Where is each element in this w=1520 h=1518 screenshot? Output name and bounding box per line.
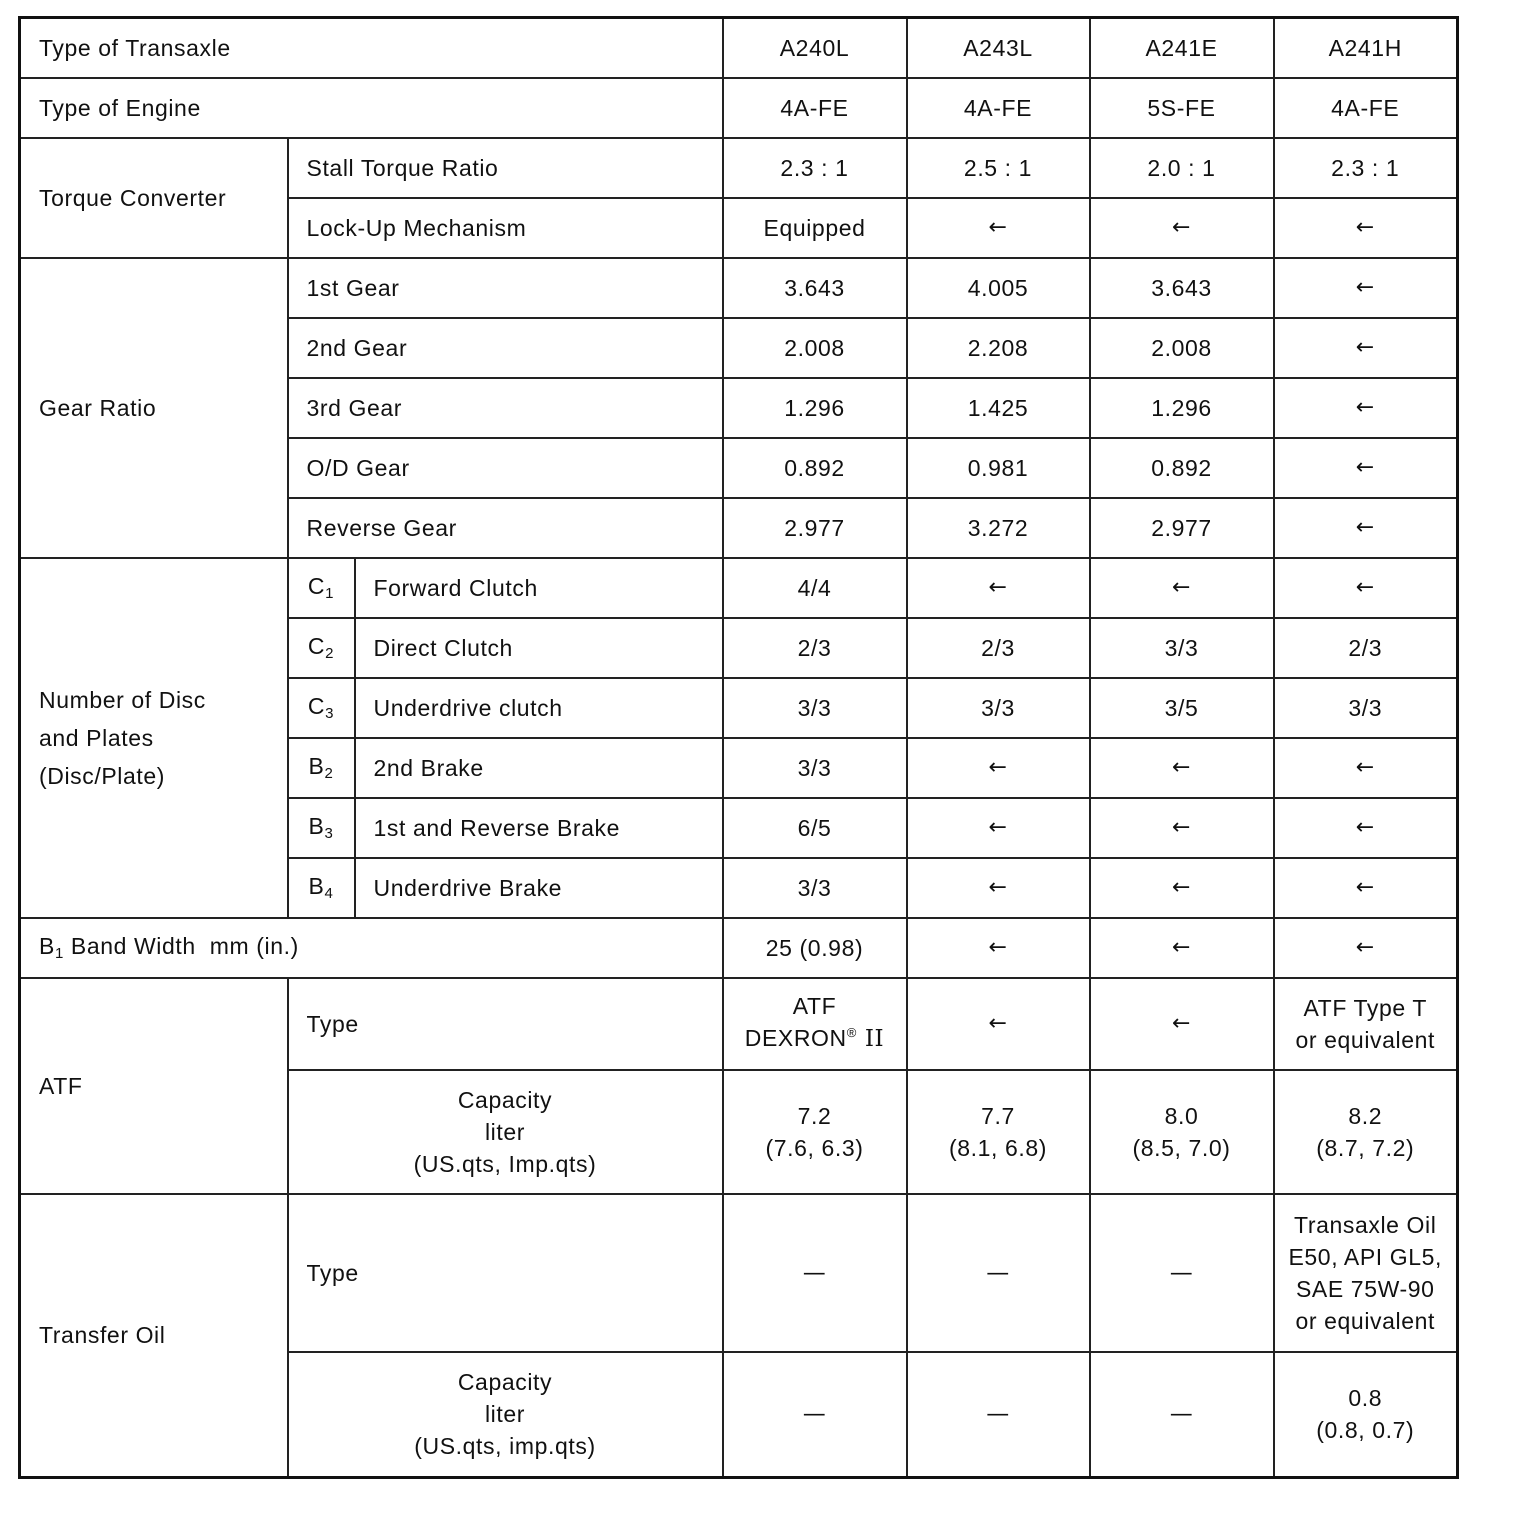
transfer-oil-type-row xyxy=(20,1194,1458,1352)
model-a241e: A241E xyxy=(1090,18,1274,78)
lockup-value: Equipped xyxy=(723,198,907,258)
gear-value: 1.296 xyxy=(723,378,907,438)
type-of-engine-label: Type of Engine xyxy=(20,78,723,138)
disc-label-line: Number of Disc xyxy=(39,686,206,713)
gear-value: 2.977 xyxy=(723,498,907,558)
gear-value: 0.981 xyxy=(907,438,1090,498)
component-label: Forward Clutch xyxy=(355,558,723,618)
torque-converter-label: Torque Converter xyxy=(20,138,288,258)
engine-value: 4A-FE xyxy=(1274,78,1458,138)
transfer-oil-capacity-value: 0.8 (0.8, 0.7) xyxy=(1274,1352,1458,1478)
same-as-left-arrow: ← xyxy=(1090,858,1274,918)
same-as-left-arrow: ← xyxy=(1274,438,1458,498)
model-a243l: A243L xyxy=(907,18,1090,78)
not-applicable-dash: — xyxy=(907,1194,1090,1352)
same-as-left-arrow: ← xyxy=(907,858,1090,918)
band-width-row xyxy=(20,918,1458,978)
atf-capacity-value: 7.2 (7.6, 6.3) xyxy=(723,1070,907,1194)
gear-value: 3.643 xyxy=(723,258,907,318)
engine-row xyxy=(20,78,1458,138)
same-as-left-arrow: ← xyxy=(1274,858,1458,918)
not-applicable-dash: — xyxy=(1090,1352,1274,1478)
gear-value: 3.643 xyxy=(1090,258,1274,318)
atf-type-value: ATF DEXRON® II xyxy=(723,978,907,1070)
disc-label-line: (Disc/Plate) xyxy=(39,762,166,789)
component-label: Direct Clutch xyxy=(355,618,723,678)
atf-capacity-label: Capacity liter (US.qts, Imp.qts) xyxy=(288,1070,723,1194)
same-as-left-arrow: ← xyxy=(1090,558,1274,618)
lockup-label: Lock-Up Mechanism xyxy=(288,198,723,258)
atf-capacity-value: 8.2 (8.7, 7.2) xyxy=(1274,1070,1458,1194)
not-applicable-dash: — xyxy=(723,1194,907,1352)
disc-value: 2/3 xyxy=(907,618,1090,678)
same-as-left-arrow: ← xyxy=(1274,738,1458,798)
disc-row xyxy=(20,558,1458,618)
transfer-oil-type-value: Transaxle Oil E50, API GL5, SAE 75W-90 or equivalent xyxy=(1274,1194,1458,1352)
type-of-transaxle-label: Type of Transaxle xyxy=(20,18,723,78)
component-label: 2nd Brake xyxy=(355,738,723,798)
component-code: C3 xyxy=(288,678,355,738)
stall-torque-row xyxy=(20,138,1458,198)
disc-value: 3/3 xyxy=(907,678,1090,738)
component-code: B2 xyxy=(288,738,355,798)
disc-label-line: and Plates xyxy=(39,724,154,751)
model-a241h: A241H xyxy=(1274,18,1458,78)
gear-label: 3rd Gear xyxy=(288,378,723,438)
gear-value: 2.208 xyxy=(907,318,1090,378)
disc-value: 4/4 xyxy=(723,558,907,618)
disc-value: 2/3 xyxy=(723,618,907,678)
atf-type-value: ATF Type T or equivalent xyxy=(1274,978,1458,1070)
same-as-left-arrow: ← xyxy=(907,918,1090,978)
component-label: 1st and Reverse Brake xyxy=(355,798,723,858)
same-as-left-arrow: ← xyxy=(1274,258,1458,318)
disc-value: 6/5 xyxy=(723,798,907,858)
engine-value: 4A-FE xyxy=(907,78,1090,138)
same-as-left-arrow: ← xyxy=(907,558,1090,618)
gear-label: O/D Gear xyxy=(288,438,723,498)
band-width-label: B1 Band Width mm (in.) xyxy=(20,918,723,978)
disc-value: 3/3 xyxy=(1090,618,1274,678)
gear-label: 1st Gear xyxy=(288,258,723,318)
same-as-left-arrow: ← xyxy=(1274,798,1458,858)
transfer-oil-capacity-label: Capacity liter (US.qts, imp.qts) xyxy=(288,1352,723,1478)
disc-value: 3/3 xyxy=(723,738,907,798)
same-as-left-arrow: ← xyxy=(1274,558,1458,618)
gear-value: 2.977 xyxy=(1090,498,1274,558)
gear-label: 2nd Gear xyxy=(288,318,723,378)
same-as-left-arrow: ← xyxy=(907,798,1090,858)
gear-value: 4.005 xyxy=(907,258,1090,318)
disc-value: 3/3 xyxy=(1274,678,1458,738)
stall-torque-label: Stall Torque Ratio xyxy=(288,138,723,198)
disc-value: 3/3 xyxy=(723,678,907,738)
same-as-left-arrow: ← xyxy=(1274,378,1458,438)
engine-value: 4A-FE xyxy=(723,78,907,138)
disc-value: 2/3 xyxy=(1274,618,1458,678)
atf-label: ATF xyxy=(20,978,288,1194)
stall-torque-value: 2.5 : 1 xyxy=(907,138,1090,198)
component-label: Underdrive clutch xyxy=(355,678,723,738)
transfer-oil-label: Transfer Oil xyxy=(20,1194,288,1478)
engine-value: 5S-FE xyxy=(1090,78,1274,138)
component-label: Underdrive Brake xyxy=(355,858,723,918)
component-code: B3 xyxy=(288,798,355,858)
band-width-value: 25 (0.98) xyxy=(723,918,907,978)
header-row xyxy=(20,18,1458,78)
same-as-left-arrow: ← xyxy=(1274,918,1458,978)
gear-value: 2.008 xyxy=(723,318,907,378)
gear-label: Reverse Gear xyxy=(288,498,723,558)
not-applicable-dash: — xyxy=(1090,1194,1274,1352)
gear-ratio-row xyxy=(20,258,1458,318)
transaxle-spec-table xyxy=(18,16,1459,1479)
transfer-oil-type-label: Type xyxy=(288,1194,723,1352)
atf-capacity-value: 7.7 (8.1, 6.8) xyxy=(907,1070,1090,1194)
not-applicable-dash: — xyxy=(907,1352,1090,1478)
atf-type-label: Type xyxy=(288,978,723,1070)
atf-type-row xyxy=(20,978,1458,1070)
component-code: C1 xyxy=(288,558,355,618)
stall-torque-value: 2.0 : 1 xyxy=(1090,138,1274,198)
atf-capacity-value: 8.0 (8.5, 7.0) xyxy=(1090,1070,1274,1194)
number-of-disc-label xyxy=(20,558,288,918)
gear-value: 0.892 xyxy=(723,438,907,498)
component-code: B4 xyxy=(288,858,355,918)
same-as-left-arrow: ← xyxy=(1090,978,1274,1070)
not-applicable-dash: — xyxy=(723,1352,907,1478)
same-as-left-arrow: ← xyxy=(907,738,1090,798)
gear-value: 1.425 xyxy=(907,378,1090,438)
gear-value: 0.892 xyxy=(1090,438,1274,498)
same-as-left-arrow: ← xyxy=(1090,198,1274,258)
component-code: C2 xyxy=(288,618,355,678)
stall-torque-value: 2.3 : 1 xyxy=(723,138,907,198)
stall-torque-value: 2.3 : 1 xyxy=(1274,138,1458,198)
gear-value: 1.296 xyxy=(1090,378,1274,438)
same-as-left-arrow: ← xyxy=(1090,738,1274,798)
disc-value: 3/5 xyxy=(1090,678,1274,738)
same-as-left-arrow: ← xyxy=(1274,198,1458,258)
gear-value: 2.008 xyxy=(1090,318,1274,378)
gear-value: 3.272 xyxy=(907,498,1090,558)
same-as-left-arrow: ← xyxy=(907,198,1090,258)
same-as-left-arrow: ← xyxy=(1090,798,1274,858)
gear-ratio-label: Gear Ratio xyxy=(20,258,288,558)
same-as-left-arrow: ← xyxy=(907,978,1090,1070)
disc-value: 3/3 xyxy=(723,858,907,918)
same-as-left-arrow: ← xyxy=(1090,918,1274,978)
same-as-left-arrow: ← xyxy=(1274,318,1458,378)
model-a240l: A240L xyxy=(723,18,907,78)
same-as-left-arrow: ← xyxy=(1274,498,1458,558)
